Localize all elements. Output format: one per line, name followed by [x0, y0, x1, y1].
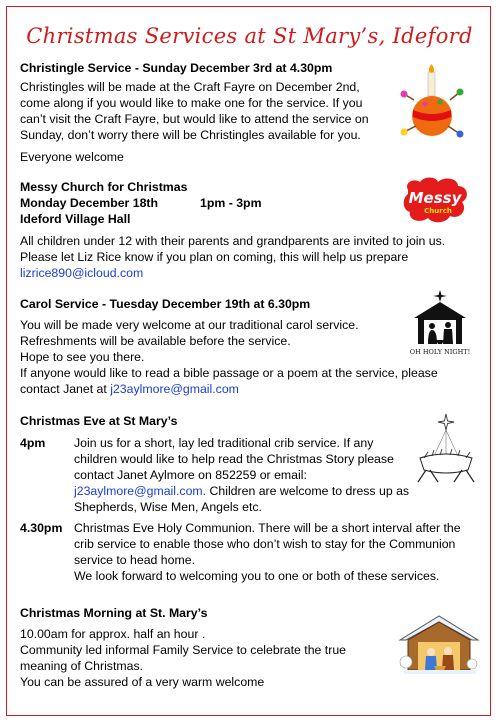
nativity-silhouette-icon	[408, 288, 472, 358]
carol-email-link[interactable]: j23aylmore@gmail.com	[110, 382, 239, 396]
eve-communion-line: Christmas Eve Holy Communion. There will be a short interval after the	[74, 521, 461, 535]
carol-line: Hope to see you there.	[20, 350, 145, 364]
eve-crib-line: Shepherds, Wise Men, Angels etc.	[74, 500, 262, 514]
morning-heading: Christmas Morning at St. Mary’s	[20, 606, 208, 620]
eve-crib-line: children would like to help read the Christmas Story please	[74, 452, 394, 466]
carol-contact	[20, 382, 239, 398]
messy-time: 1pm - 3pm	[200, 196, 262, 210]
eve-crib-line: Join us for a short, lay led traditional crib service. If any	[74, 436, 374, 450]
eve-crib-line: contact Janet Aylmore on 852259 or email:	[74, 468, 307, 482]
eve-email-link[interactable]: j23aylmore@gmail.com.	[74, 484, 207, 498]
messy-line: Please let Liz Rice know if you plan on coming, this will help us prepare	[20, 250, 409, 264]
christingle-line: Christingles will be made at the Craft Fayre on December 2nd,	[20, 80, 360, 94]
eve-communion-line: We look forward to welcoming you to one or both of these services.	[74, 569, 440, 583]
morning-line: 10.00am for approx. half an hour .	[20, 627, 206, 641]
christingle-heading: Christingle Service - Sunday December 3rd at 4.30pm	[20, 61, 333, 75]
eve-crib-line-rest: Children are welcome to dress up as	[206, 484, 410, 498]
nativity-stable-icon	[398, 612, 480, 676]
nativity-caption: OH HOLY NIGHT!	[409, 348, 471, 356]
messy-line: All children under 12 with their parents and grandparents are invited to join us.	[20, 234, 446, 248]
christingle-line: come along if you would like to make one for the service. If you	[20, 96, 363, 110]
carol-contact-prefix: contact Janet at	[20, 382, 111, 396]
messy-heading: Messy Church for Christmas	[20, 180, 188, 194]
christingle-line: Sunday, don’t worry there will be Christingles available for you.	[20, 128, 361, 142]
messy-date: Monday December 18th	[20, 196, 159, 210]
christingle-welcome: Everyone welcome	[20, 150, 124, 164]
carol-line: You will be made very welcome at our traditional carol service.	[20, 318, 359, 332]
eve-communion-line: service to head home.	[74, 553, 195, 567]
eve-crib-line	[74, 484, 409, 500]
messy-logo-subtext: Church	[424, 207, 452, 215]
carol-line: Refreshments will be available before the service.	[20, 334, 291, 348]
messy-email-link[interactable]: lizrice890@icloud.com	[20, 266, 144, 280]
messy-venue: Ideford Village Hall	[20, 212, 131, 226]
christingle-orange-icon	[398, 64, 468, 140]
eve-time-4pm: 4pm	[20, 436, 46, 450]
carol-line: If anyone would like to read a bible passage or a poem at the service, please	[20, 366, 438, 380]
eve-communion-line: crib service to enable those who don’t wish to stay for the Communion	[74, 537, 456, 551]
messy-church-logo	[402, 176, 470, 224]
messy-logo-text: Messy	[408, 189, 462, 207]
morning-line: Community led informal Family Service to celebrate the true	[20, 643, 346, 657]
manger-star-icon	[412, 412, 480, 486]
christingle-line: can’t visit the Craft Fayre, but would like to attend the service on	[20, 112, 369, 126]
eve-time-430pm: 4.30pm	[20, 521, 63, 535]
morning-line: meaning of Christmas.	[20, 659, 144, 673]
carol-heading: Carol Service - Tuesday December 19th at 6.30pm	[20, 297, 311, 311]
eve-heading: Christmas Eve at St Mary’s	[20, 414, 178, 428]
page-title: Christmas Services at St Mary’s, Ideford	[26, 24, 473, 48]
morning-line: You can be assured of a very warm welcome	[20, 675, 265, 689]
